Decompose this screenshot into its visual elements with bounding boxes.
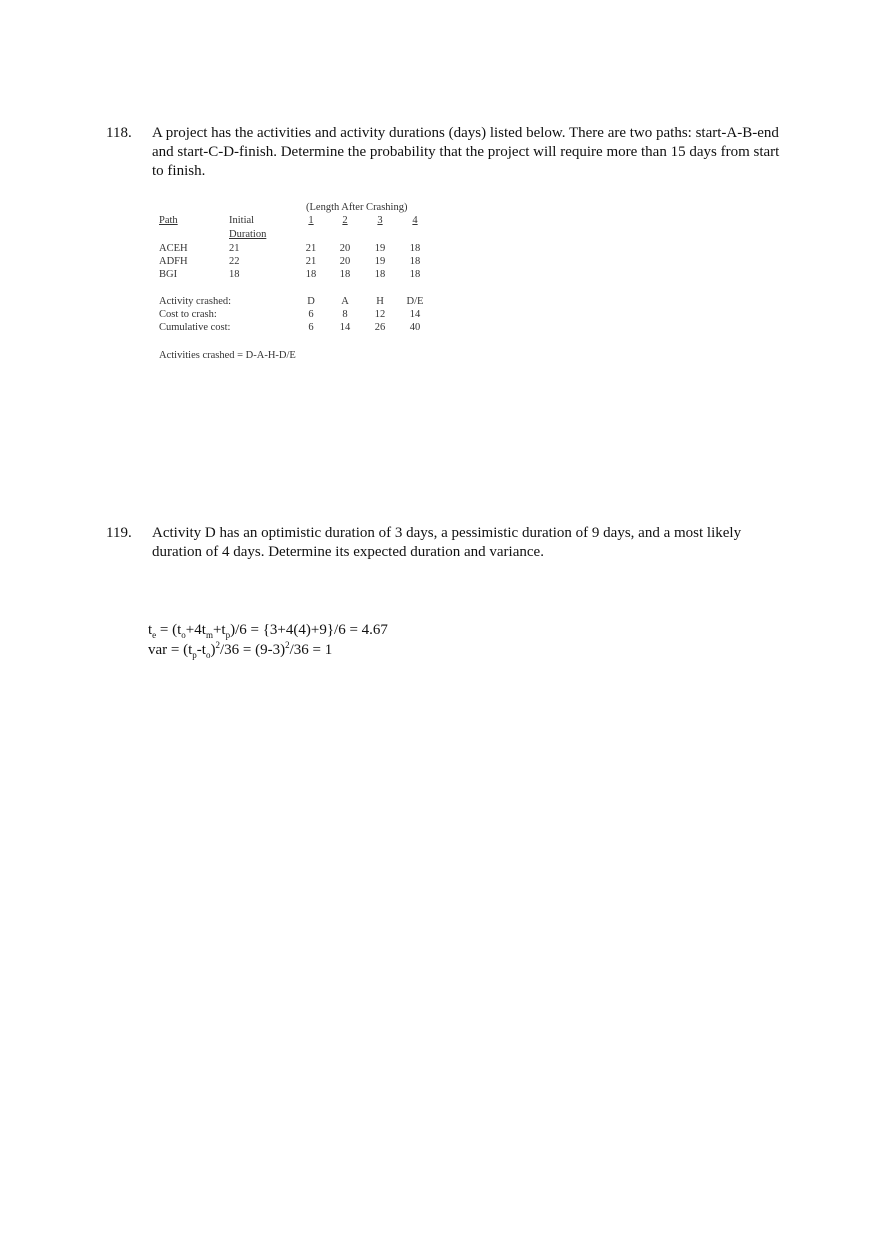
step-header: 1 [308,215,314,226]
summary-value: 26 [374,322,386,333]
path-name: ADFH [159,256,188,267]
path-initial: 22 [229,256,240,267]
formula-sup: 2 [215,640,220,650]
summary-value: 40 [409,322,421,333]
path-step: 20 [339,256,351,267]
formula-sub: m [205,630,213,640]
path-step: 18 [305,269,317,280]
formula-part: var = (t [148,642,193,658]
formula-part: +t [212,622,226,638]
path-initial: 18 [229,269,240,280]
group-header: (Length After Crashing) [306,202,408,213]
path-name: ACEH [159,243,188,254]
formula-sub: p [192,650,197,660]
crash-footnote: Activities crashed = D-A-H-D/E [159,350,296,361]
question-number: 118. [106,125,132,141]
question-text: A project has the activities and activity durations (days) listed below. There are two paths: start-A-B-end and start-C-D-finish. Determine the probability that the project will require more than 15 days from start to finish. [152,125,780,179]
summary-value: 8 [342,309,348,320]
path-step: 20 [339,243,351,254]
formula-part: t [148,622,153,638]
formula-part: /36 = 1 [289,642,333,658]
summary-label: Cumulative cost: [159,322,231,333]
path-step: 18 [409,256,421,267]
path-step: 18 [409,269,421,280]
formula-sub: p [225,630,231,640]
summary-value: 6 [308,309,314,320]
step-header: 2 [342,215,348,226]
formula-part: /36 = (9-3) [219,642,286,658]
summary-label: Cost to crash: [159,309,217,320]
path-step: 18 [339,269,351,280]
answer-formulas [148,620,388,660]
path-step: 19 [374,243,386,254]
formula-part: +4t [185,622,206,638]
path-initial: 21 [229,243,240,254]
summary-value: D/E [406,296,424,307]
initial-header: Initial [229,215,255,226]
summary-value: 14 [409,309,421,320]
summary-value: 6 [308,322,314,333]
formula-part: -t [196,642,206,658]
formula-sub: o [205,650,211,660]
path-step: 21 [305,243,317,254]
crashing-table [159,201,449,371]
formula-part: )/6 = {3+4(4)+9}/6 = 4.67 [230,622,388,638]
summary-label: Activity crashed: [159,296,232,307]
summary-value: A [341,296,349,307]
path-name: BGI [159,269,178,280]
formula-sub: o [181,630,186,640]
summary-value: H [376,296,384,307]
step-header: 3 [377,215,383,226]
duration-header: Duration [229,229,267,240]
formula-part: ) [210,642,216,658]
path-step: 18 [374,269,386,280]
summary-value: 12 [374,309,386,320]
expected-duration-formula [148,620,388,640]
path-step: 19 [374,256,386,267]
path-header: Path [159,215,178,226]
question-text: Activity D has an optimistic duration of 3 days, a pessimistic duration of 9 days, and a most likely duration of 4 days. Determine its expected duration and variance. [152,525,742,560]
summary-value: 14 [339,322,351,333]
path-step: 18 [409,243,421,254]
step-header: 4 [412,215,418,226]
path-step: 21 [305,256,317,267]
question-number: 119. [106,525,132,541]
variance-formula [148,640,388,660]
formula-sub: e [152,630,157,640]
formula-part: = (t [156,622,182,638]
formula-sup: 2 [285,640,290,650]
summary-value: D [307,296,315,307]
